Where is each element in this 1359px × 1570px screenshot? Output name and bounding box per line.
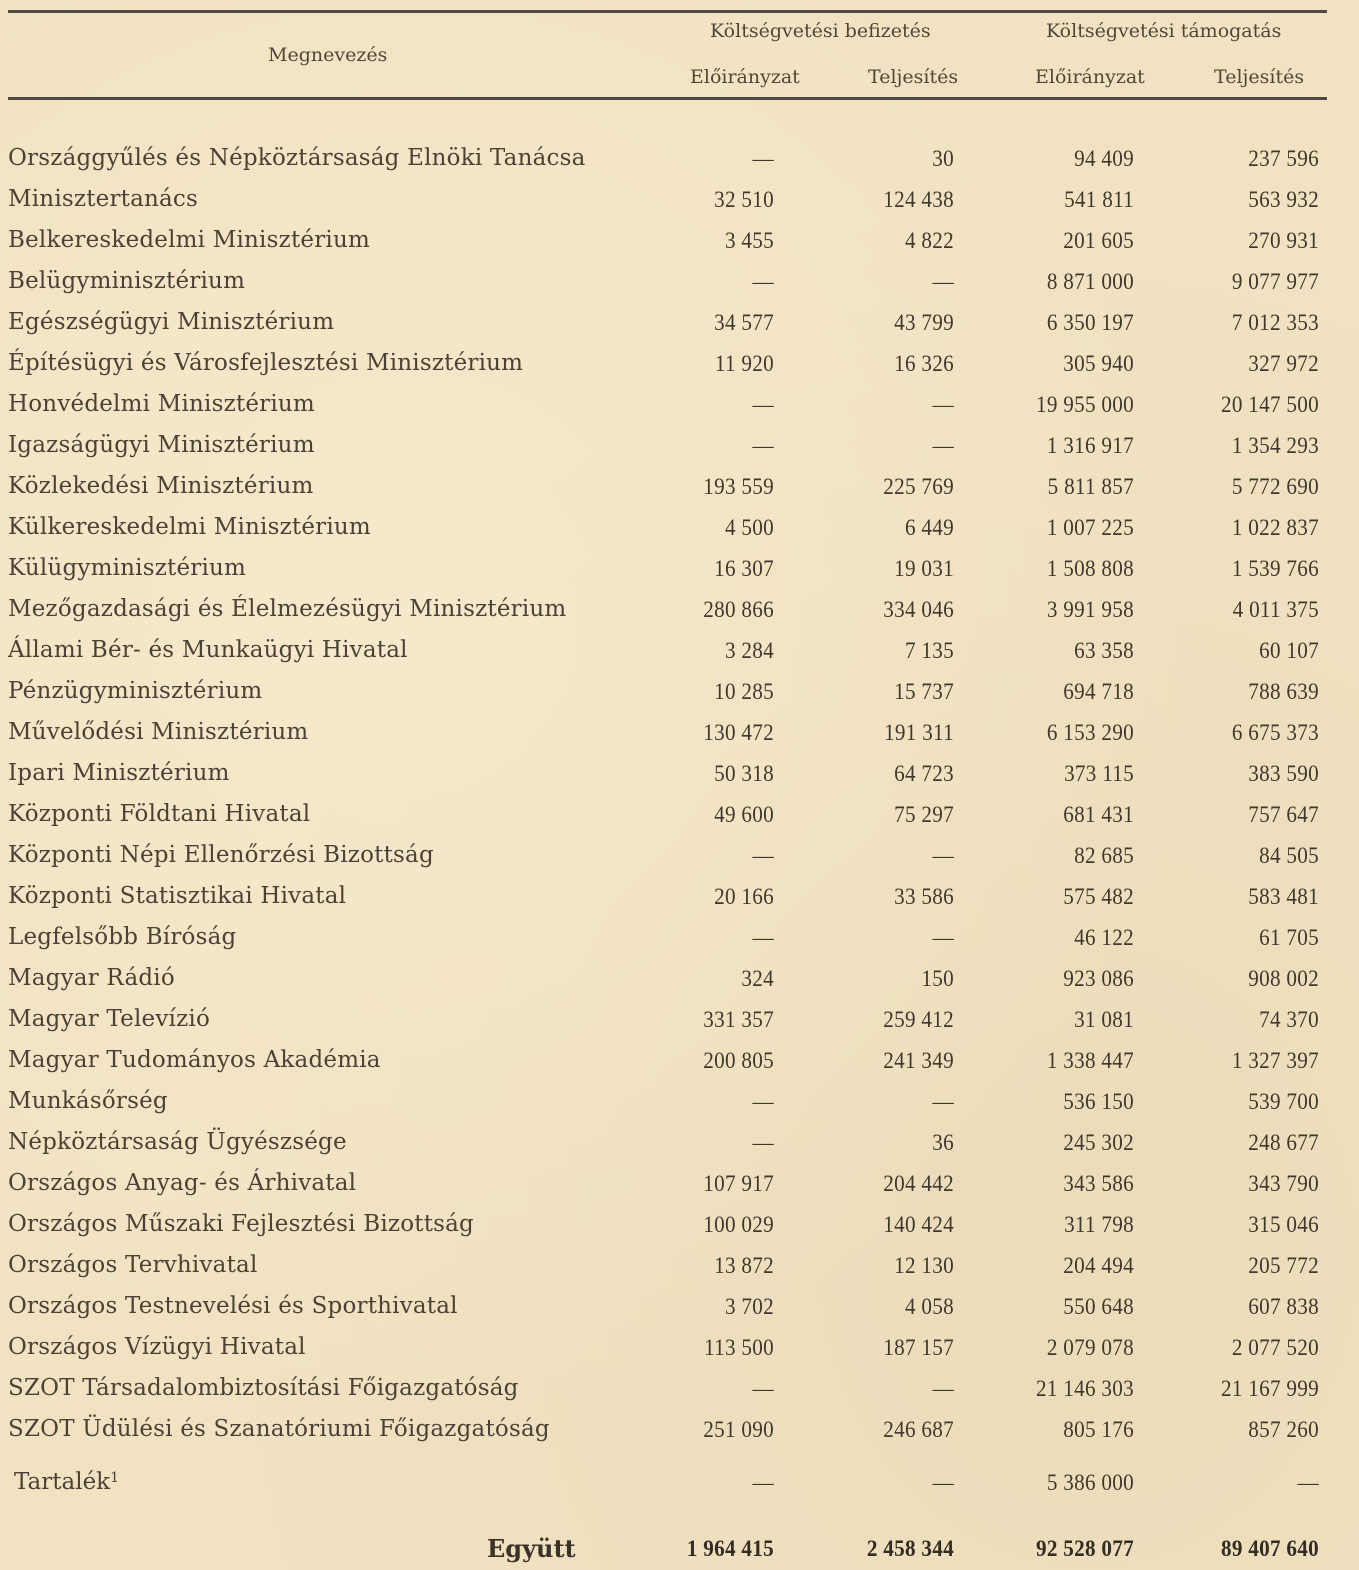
cell-tamogatas-teljesites: 9 077 977 xyxy=(1231,269,1319,294)
cell-befizetes-teljesites: 33 586 xyxy=(894,884,954,909)
cell-befizetes-eloiranyzat: 34 577 xyxy=(714,310,774,335)
cell-befizetes-eloiranyzat: 130 472 xyxy=(703,720,774,745)
row-label: Országos Műszaki Fejlesztési Bizottság xyxy=(8,1211,474,1237)
header-name-column: Megnevezés xyxy=(268,44,388,66)
row-label: Építésügyi és Városfejlesztési Minisztérium xyxy=(8,350,524,376)
cell-befizetes-eloiranyzat: 3 455 xyxy=(725,228,774,253)
reserve-name: Tartalék xyxy=(14,1469,111,1495)
total-befizetes-eloiranyzat: 1 964 415 xyxy=(686,1536,774,1561)
cell-tamogatas-teljesites: 563 932 xyxy=(1248,187,1319,212)
cell-tamogatas-teljesites: 74 370 xyxy=(1259,1007,1319,1032)
cell-tamogatas-eloiranyzat: 3 991 958 xyxy=(1046,597,1134,622)
cell-befizetes-eloiranyzat: 11 920 xyxy=(714,351,774,376)
cell-befizetes-teljesites: 334 046 xyxy=(883,597,954,622)
header-befizetes-teljesites: Teljesítés xyxy=(868,66,959,88)
cell-befizetes-teljesites: 4 822 xyxy=(905,228,954,253)
cell-tamogatas-eloiranyzat: 343 586 xyxy=(1063,1171,1134,1196)
table-row xyxy=(0,179,1359,220)
row-label: Közlekedési Minisztérium xyxy=(8,473,314,499)
row-label: Népköztársaság Ügyészsége xyxy=(8,1129,347,1155)
cell-tamogatas-eloiranyzat: 1 007 225 xyxy=(1046,515,1134,540)
cell-befizetes-eloiranyzat: 193 559 xyxy=(703,474,774,499)
row-label: Központi Földtani Hivatal xyxy=(8,801,311,827)
row-label: Belügyminisztérium xyxy=(8,268,246,294)
total-befizetes-teljesites: 2 458 344 xyxy=(866,1536,954,1561)
table-row xyxy=(0,1327,1359,1368)
cell-tamogatas-teljesites: 5 772 690 xyxy=(1231,474,1319,499)
cell-befizetes-teljesites: 15 737 xyxy=(894,679,954,704)
cell-tamogatas-teljesites: 84 505 xyxy=(1259,843,1319,868)
cell-tamogatas-teljesites: 4 011 375 xyxy=(1232,597,1319,622)
cell-befizetes-teljesites: 75 297 xyxy=(894,802,954,827)
total-tamogatas-eloiranyzat: 92 528 077 xyxy=(1036,1536,1134,1561)
table-row xyxy=(0,220,1359,261)
row-label: Belkereskedelmi Minisztérium xyxy=(8,227,370,253)
table-row xyxy=(0,835,1359,876)
cell-befizetes-eloiranyzat: 3 702 xyxy=(725,1294,774,1319)
cell-befizetes-eloiranyzat: — xyxy=(752,1376,774,1401)
total-row xyxy=(0,1528,1359,1569)
cell-tamogatas-teljesites: 539 700 xyxy=(1248,1089,1319,1114)
cell-tamogatas-teljesites: 248 677 xyxy=(1248,1130,1319,1155)
cell-tamogatas-eloiranyzat: 201 605 xyxy=(1063,228,1134,253)
top-rule xyxy=(8,10,1327,13)
table-row xyxy=(0,753,1359,794)
cell-tamogatas-eloiranyzat: 6 350 197 xyxy=(1046,310,1134,335)
table-row xyxy=(0,466,1359,507)
cell-tamogatas-teljesites: 205 772 xyxy=(1248,1253,1319,1278)
cell-befizetes-teljesites: — xyxy=(932,433,954,458)
table-row xyxy=(0,507,1359,548)
cell-tamogatas-teljesites: 270 931 xyxy=(1248,228,1319,253)
header-group-befizetes: Költségvetési befizetés xyxy=(710,20,931,42)
reserve-label xyxy=(14,1462,119,1503)
row-label: Országos Anyag- és Árhivatal xyxy=(8,1170,357,1196)
table-row xyxy=(0,261,1359,302)
cell-tamogatas-teljesites: 383 590 xyxy=(1248,761,1319,786)
cell-befizetes-teljesites: 150 xyxy=(921,966,954,991)
cell-befizetes-eloiranyzat: 16 307 xyxy=(714,556,774,581)
cell-befizetes-eloiranyzat: 100 029 xyxy=(703,1212,774,1237)
table-row xyxy=(0,589,1359,630)
cell-tamogatas-eloiranyzat: 8 871 000 xyxy=(1046,269,1134,294)
cell-tamogatas-teljesites: 237 596 xyxy=(1248,146,1319,171)
row-label: SZOT Üdülési és Szanatóriumi Főigazgatóság xyxy=(8,1416,550,1442)
cell-tamogatas-eloiranyzat: 5 811 857 xyxy=(1047,474,1134,499)
table-row xyxy=(0,917,1359,958)
row-label: Külkereskedelmi Minisztérium xyxy=(8,514,371,540)
table-row xyxy=(0,1163,1359,1204)
cell-befizetes-teljesites: 187 157 xyxy=(883,1335,954,1360)
cell-tamogatas-eloiranyzat: 6 153 290 xyxy=(1046,720,1134,745)
cell-tamogatas-teljesites: 2 077 520 xyxy=(1231,1335,1319,1360)
cell-tamogatas-teljesites: 1 539 766 xyxy=(1231,556,1319,581)
table-row xyxy=(0,1040,1359,1081)
cell-tamogatas-teljesites: 343 790 xyxy=(1248,1171,1319,1196)
cell-tamogatas-eloiranyzat: 1 508 808 xyxy=(1046,556,1134,581)
table-row xyxy=(0,671,1359,712)
cell-befizetes-teljesites: 43 799 xyxy=(894,310,954,335)
table-row xyxy=(0,1409,1359,1450)
table-row xyxy=(0,999,1359,1040)
cell-tamogatas-teljesites: 1 022 837 xyxy=(1231,515,1319,540)
row-label: Központi Statisztikai Hivatal xyxy=(8,883,347,909)
cell-befizetes-eloiranyzat: 49 600 xyxy=(714,802,774,827)
cell-tamogatas-eloiranyzat: 305 940 xyxy=(1063,351,1134,376)
cell-befizetes-eloiranyzat: 280 866 xyxy=(703,597,774,622)
cell-befizetes-eloiranyzat: — xyxy=(752,1089,774,1114)
table-row xyxy=(0,384,1359,425)
total-label: Együtt xyxy=(487,1534,576,1563)
cell-tamogatas-teljesites: 7 012 353 xyxy=(1231,310,1319,335)
cell-befizetes-eloiranyzat: 3 284 xyxy=(725,638,774,663)
cell-befizetes-eloiranyzat: 4 500 xyxy=(725,515,774,540)
row-label: Állami Bér- és Munkaügyi Hivatal xyxy=(8,637,408,663)
cell-befizetes-teljesites: 12 130 xyxy=(894,1253,954,1278)
cell-tamogatas-teljesites: 908 002 xyxy=(1248,966,1319,991)
cell-tamogatas-eloiranyzat: 19 955 000 xyxy=(1036,392,1134,417)
row-label: SZOT Társadalombiztosítási Főigazgatóság xyxy=(8,1375,519,1401)
cell-befizetes-teljesites: 6 449 xyxy=(905,515,954,540)
cell-befizetes-teljesites: 225 769 xyxy=(883,474,954,499)
row-label: Magyar Tudományos Akadémia xyxy=(8,1047,381,1073)
cell-befizetes-teljesites: 64 723 xyxy=(894,761,954,786)
cell-befizetes-teljesites: 124 438 xyxy=(883,187,954,212)
cell-befizetes-teljesites: 241 349 xyxy=(883,1048,954,1073)
cell-tamogatas-eloiranyzat: 575 482 xyxy=(1063,884,1134,909)
table-row xyxy=(0,1368,1359,1409)
row-label: Magyar Televízió xyxy=(8,1006,211,1032)
cell-tamogatas-eloiranyzat: 536 150 xyxy=(1063,1089,1134,1114)
total-tamogatas-teljesites: 89 407 640 xyxy=(1221,1536,1319,1561)
table-row xyxy=(0,1245,1359,1286)
cell-befizetes-teljesites: — xyxy=(932,392,954,417)
header-tamogatas-teljesites: Teljesítés xyxy=(1214,66,1305,88)
row-label: Művelődési Minisztérium xyxy=(8,719,309,745)
cell-befizetes-teljesites: — xyxy=(932,269,954,294)
row-label: Országgyűlés és Népköztársaság Elnöki Tanácsa xyxy=(8,145,586,171)
cell-tamogatas-teljesites: 1 327 397 xyxy=(1231,1048,1319,1073)
cell-tamogatas-eloiranyzat: 46 122 xyxy=(1074,925,1134,950)
row-label: Igazságügyi Minisztérium xyxy=(8,432,315,458)
cell-tamogatas-eloiranyzat: 21 146 303 xyxy=(1036,1376,1134,1401)
header-tamogatas-eloiranyzat: Előirányzat xyxy=(1035,66,1145,88)
cell-befizetes-teljesites: — xyxy=(932,1376,954,1401)
table-row xyxy=(0,138,1359,179)
table-row xyxy=(0,1286,1359,1327)
table-row xyxy=(0,548,1359,589)
header-rule xyxy=(8,97,1327,100)
cell-befizetes-teljesites: 30 xyxy=(932,146,954,171)
table-body xyxy=(0,138,1359,1450)
table-row xyxy=(0,343,1359,384)
cell-tamogatas-teljesites: 607 838 xyxy=(1248,1294,1319,1319)
cell-tamogatas-teljesites: 61 705 xyxy=(1259,925,1319,950)
row-label: Pénzügyminisztérium xyxy=(8,678,263,704)
cell-befizetes-eloiranyzat: — xyxy=(752,269,774,294)
header-group-tamogatas: Költségvetési támogatás xyxy=(1046,20,1282,42)
cell-tamogatas-eloiranyzat: 245 302 xyxy=(1063,1130,1134,1155)
cell-befizetes-teljesites: 36 xyxy=(932,1130,954,1155)
cell-tamogatas-eloiranyzat: 63 358 xyxy=(1074,638,1134,663)
reserve-befizetes-teljesites: — xyxy=(932,1470,954,1495)
cell-befizetes-teljesites: 259 412 xyxy=(883,1007,954,1032)
row-label: Legfelsőbb Bíróság xyxy=(8,924,237,950)
cell-befizetes-eloiranyzat: — xyxy=(752,146,774,171)
cell-befizetes-eloiranyzat: 331 357 xyxy=(703,1007,774,1032)
cell-befizetes-teljesites: 191 311 xyxy=(884,720,954,745)
cell-tamogatas-eloiranyzat: 204 494 xyxy=(1063,1253,1134,1278)
table-row xyxy=(0,794,1359,835)
cell-tamogatas-eloiranyzat: 373 115 xyxy=(1064,761,1134,786)
row-label: Országos Testnevelési és Sporthivatal xyxy=(8,1293,458,1319)
cell-befizetes-teljesites: — xyxy=(932,1089,954,1114)
cell-tamogatas-teljesites: 60 107 xyxy=(1259,638,1319,663)
cell-tamogatas-eloiranyzat: 82 685 xyxy=(1074,843,1134,868)
row-label: Országos Tervhivatal xyxy=(8,1252,258,1278)
cell-befizetes-teljesites: 140 424 xyxy=(883,1212,954,1237)
row-label: Magyar Rádió xyxy=(8,965,175,991)
reserve-befizetes-eloiranyzat: — xyxy=(752,1470,774,1495)
row-label: Minisztertanács xyxy=(8,186,199,212)
cell-befizetes-eloiranyzat: 32 510 xyxy=(714,187,774,212)
row-label: Munkásőrség xyxy=(8,1088,168,1114)
row-label: Egészségügyi Minisztérium xyxy=(8,309,335,335)
cell-tamogatas-eloiranyzat: 1 338 447 xyxy=(1046,1048,1134,1073)
cell-tamogatas-eloiranyzat: 805 176 xyxy=(1063,1417,1134,1442)
cell-tamogatas-eloiranyzat: 311 798 xyxy=(1064,1212,1134,1237)
header-befizetes-eloiranyzat: Előirányzat xyxy=(690,66,800,88)
cell-tamogatas-teljesites: 327 972 xyxy=(1248,351,1319,376)
cell-tamogatas-teljesites: 583 481 xyxy=(1248,884,1319,909)
cell-tamogatas-eloiranyzat: 923 086 xyxy=(1063,966,1134,991)
reserve-tamogatas-eloiranyzat: 5 386 000 xyxy=(1046,1470,1134,1495)
cell-tamogatas-teljesites: 857 260 xyxy=(1248,1417,1319,1442)
cell-befizetes-eloiranyzat: 324 xyxy=(741,966,774,991)
cell-befizetes-eloiranyzat: 13 872 xyxy=(714,1253,774,1278)
table-row xyxy=(0,425,1359,466)
reserve-tamogatas-teljesites: — xyxy=(1297,1470,1319,1495)
row-label: Honvédelmi Minisztérium xyxy=(8,391,315,417)
footnote-mark: 1 xyxy=(110,1470,120,1486)
row-label: Mezőgazdasági és Élelmezésügyi Minisztérium xyxy=(8,596,567,622)
cell-befizetes-eloiranyzat: — xyxy=(752,433,774,458)
table-row xyxy=(0,1081,1359,1122)
cell-befizetes-eloiranyzat: 251 090 xyxy=(703,1417,774,1442)
cell-tamogatas-teljesites: 757 647 xyxy=(1248,802,1319,827)
reserve-row xyxy=(0,1462,1359,1503)
cell-befizetes-teljesites: 19 031 xyxy=(894,556,954,581)
cell-tamogatas-eloiranyzat: 550 648 xyxy=(1063,1294,1134,1319)
cell-tamogatas-teljesites: 20 147 500 xyxy=(1221,392,1319,417)
cell-befizetes-eloiranyzat: 10 285 xyxy=(714,679,774,704)
cell-befizetes-teljesites: 7 135 xyxy=(905,638,954,663)
cell-befizetes-eloiranyzat: 50 318 xyxy=(714,761,774,786)
cell-tamogatas-teljesites: 315 046 xyxy=(1248,1212,1319,1237)
cell-tamogatas-teljesites: 21 167 999 xyxy=(1221,1376,1319,1401)
cell-tamogatas-eloiranyzat: 694 718 xyxy=(1063,679,1134,704)
row-label: Központi Népi Ellenőrzési Bizottság xyxy=(8,842,434,868)
cell-befizetes-eloiranyzat: — xyxy=(752,392,774,417)
cell-befizetes-teljesites: 204 442 xyxy=(883,1171,954,1196)
cell-tamogatas-eloiranyzat: 31 081 xyxy=(1074,1007,1134,1032)
cell-befizetes-eloiranyzat: — xyxy=(752,925,774,950)
cell-tamogatas-eloiranyzat: 2 079 078 xyxy=(1046,1335,1134,1360)
cell-befizetes-eloiranyzat: — xyxy=(752,1130,774,1155)
cell-tamogatas-eloiranyzat: 94 409 xyxy=(1074,146,1134,171)
cell-befizetes-teljesites: 246 687 xyxy=(883,1417,954,1442)
cell-befizetes-teljesites: — xyxy=(932,843,954,868)
cell-tamogatas-eloiranyzat: 541 811 xyxy=(1064,187,1134,212)
cell-befizetes-teljesites: 16 326 xyxy=(894,351,954,376)
cell-tamogatas-teljesites: 6 675 373 xyxy=(1231,720,1319,745)
cell-tamogatas-eloiranyzat: 681 431 xyxy=(1063,802,1134,827)
cell-tamogatas-eloiranyzat: 1 316 917 xyxy=(1046,433,1134,458)
table-row xyxy=(0,1204,1359,1245)
cell-tamogatas-teljesites: 788 639 xyxy=(1248,679,1319,704)
cell-befizetes-eloiranyzat: — xyxy=(752,843,774,868)
row-label: Ipari Minisztérium xyxy=(8,760,230,786)
cell-befizetes-eloiranyzat: 107 917 xyxy=(703,1171,774,1196)
table-row xyxy=(0,302,1359,343)
table-row xyxy=(0,712,1359,753)
row-label: Országos Vízügyi Hivatal xyxy=(8,1334,306,1360)
table-row xyxy=(0,876,1359,917)
cell-befizetes-eloiranyzat: 20 166 xyxy=(714,884,774,909)
cell-befizetes-teljesites: — xyxy=(932,925,954,950)
cell-tamogatas-teljesites: 1 354 293 xyxy=(1231,433,1319,458)
cell-befizetes-eloiranyzat: 200 805 xyxy=(703,1048,774,1073)
cell-befizetes-eloiranyzat: 113 500 xyxy=(704,1335,774,1360)
table-row xyxy=(0,630,1359,671)
table-row xyxy=(0,1122,1359,1163)
row-label: Külügyminisztérium xyxy=(8,555,247,581)
table-row xyxy=(0,958,1359,999)
cell-befizetes-teljesites: 4 058 xyxy=(905,1294,954,1319)
